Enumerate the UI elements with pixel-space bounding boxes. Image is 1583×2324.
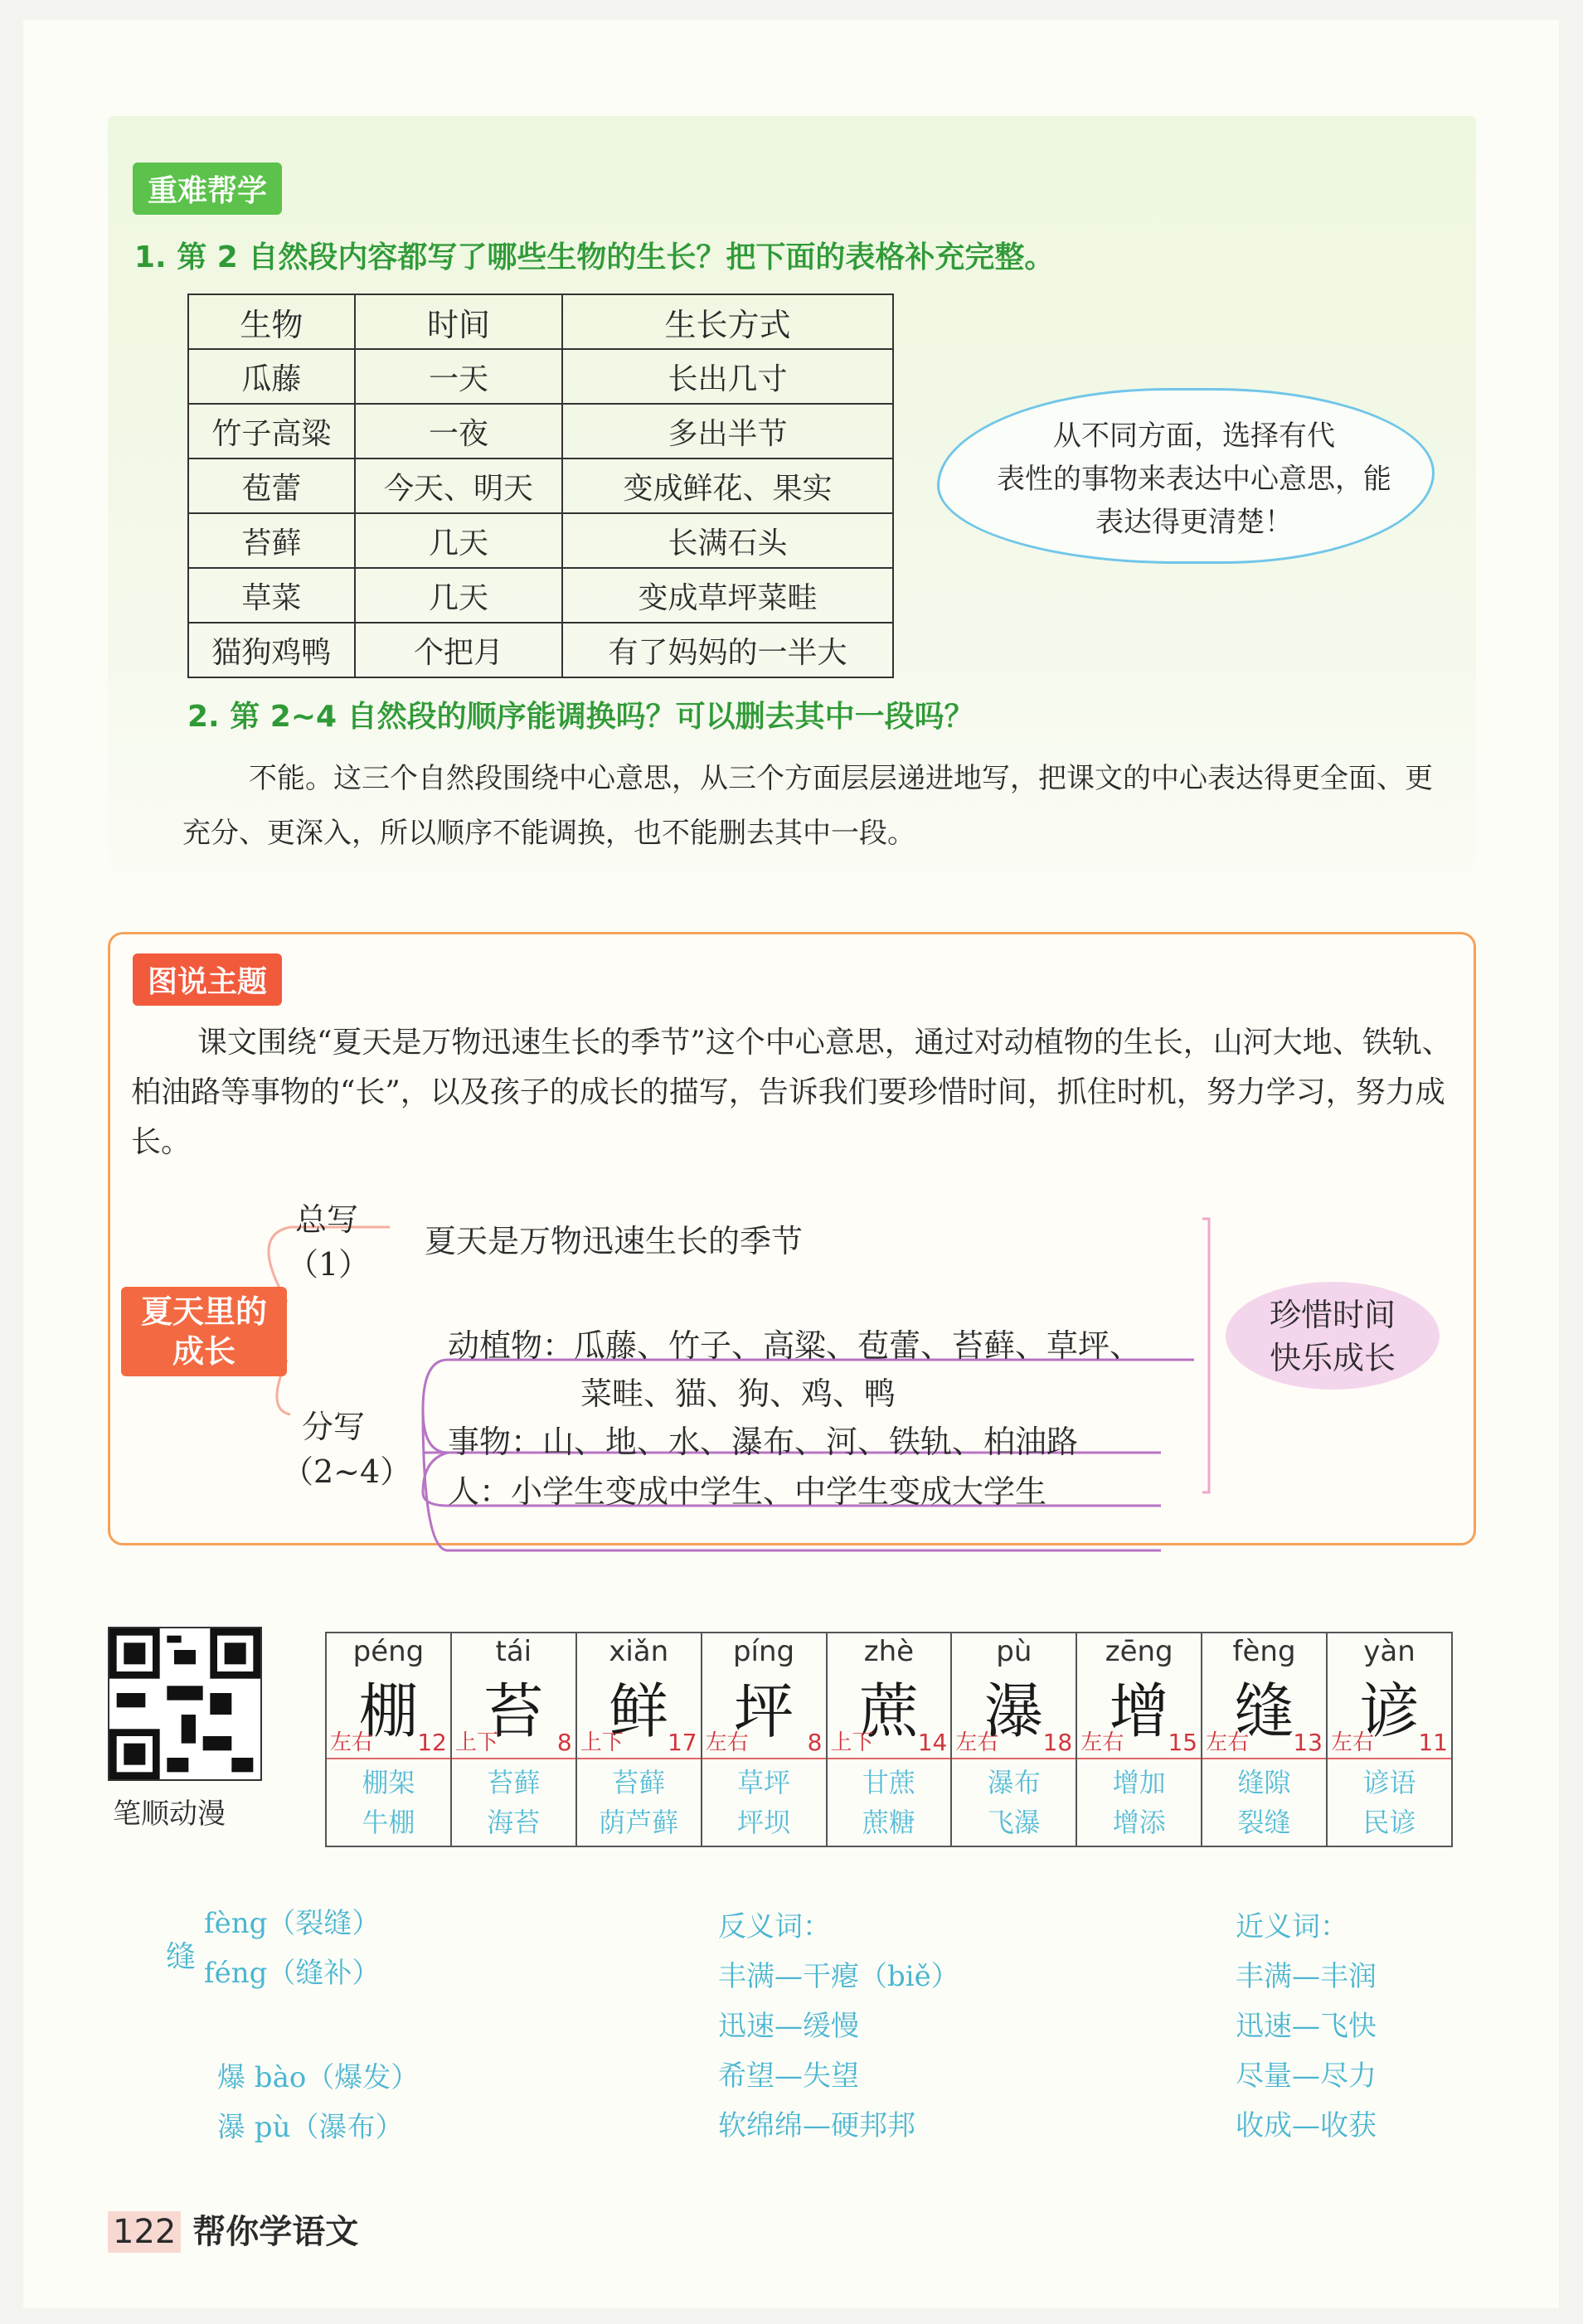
cell: 瓜藤 — [188, 349, 355, 404]
cell: 一夜 — [355, 404, 562, 458]
char-pinyin: fèng — [1232, 1635, 1296, 1668]
char-box — [1202, 1633, 1326, 1759]
char-glyph: 增 — [1109, 1676, 1169, 1746]
char-glyph: 坪 — [734, 1676, 794, 1746]
char-cell — [326, 1633, 451, 1846]
char-word: 牛棚 — [362, 1807, 415, 1838]
char-cell — [576, 1633, 702, 1846]
map-fen-label: 分写 — [302, 1409, 366, 1445]
char-structure: 上下 — [830, 1730, 874, 1755]
char-word: 荫芦藓 — [599, 1807, 679, 1838]
map-branch-plants-animals: 动植物：瓜藤、竹子、高粱、苞蕾、苔藓、草坪、 — [448, 1327, 1142, 1364]
char-glyph: 瀑 — [983, 1676, 1044, 1746]
char-words — [1077, 1759, 1201, 1846]
char-word: 谚语 — [1362, 1767, 1416, 1798]
char-words — [702, 1759, 826, 1846]
synonym-pair: 丰满—丰润 — [1236, 1960, 1377, 1993]
char-word: 草坪 — [737, 1767, 791, 1798]
char-stroke-count: 17 — [667, 1729, 697, 1756]
tip-line: 从不同方面，选择有代 — [1053, 420, 1335, 453]
book-title: 帮你学语文 — [192, 2213, 359, 2251]
char-box — [577, 1633, 701, 1759]
char-words — [1202, 1759, 1326, 1846]
char-stroke-count: 11 — [1418, 1729, 1448, 1756]
cell: 变成草坪菜畦 — [562, 568, 893, 623]
map-center-line: 成长 — [172, 1333, 236, 1370]
cell: 几天 — [355, 568, 562, 623]
char-row — [326, 1633, 1452, 1846]
growth-table — [187, 294, 894, 678]
char-glyph: 鲜 — [609, 1676, 669, 1746]
char-stroke-count: 18 — [1042, 1729, 1073, 1756]
cell: 今天、明天 — [355, 458, 562, 513]
antonym-pair: 希望—失望 — [718, 2060, 859, 2093]
map-branch-people: 人：小学生变成中学生、中学生变成大学生 — [448, 1473, 1047, 1510]
cell: 猫狗鸡鸭 — [188, 623, 355, 677]
char-word: 飞瀑 — [987, 1807, 1041, 1838]
char-structure: 左右 — [1080, 1730, 1124, 1755]
char-word: 甘蔗 — [862, 1767, 915, 1798]
table-row — [188, 513, 893, 568]
char-box — [1077, 1633, 1201, 1759]
cell: 变成鲜花、果实 — [562, 458, 893, 513]
antonym-pair: 软绵绵—硬邦邦 — [718, 2109, 915, 2142]
char-box — [952, 1633, 1076, 1759]
char-pinyin: tái — [495, 1635, 532, 1668]
char-glyph: 苔 — [483, 1676, 544, 1746]
char-word: 增添 — [1112, 1807, 1166, 1838]
char-cell — [951, 1633, 1076, 1846]
section-tag-theme: 图说主题 — [133, 953, 282, 1006]
char-structure: 左右 — [330, 1730, 374, 1755]
answer-text: 不能。这三个自然段围绕中心意思，从三个方面层层递进地写，把课文的中心表达得更全面、更充分、更深入，所以顺序不能调换，也不能删去其中一段。 — [182, 762, 1433, 850]
cell: 几天 — [355, 513, 562, 568]
char-pinyin: yàn — [1363, 1635, 1415, 1668]
char-cell — [1076, 1633, 1202, 1846]
polyphone-head: 缝 — [166, 1940, 197, 1974]
table-row — [188, 623, 893, 677]
char-words — [828, 1759, 951, 1846]
char-box — [702, 1633, 826, 1759]
antonym-pair: 丰满—干瘪（biě） — [718, 1960, 959, 1993]
char-pinyin: xiǎn — [609, 1635, 669, 1668]
question-2: 2. 第 2~4 自然段的顺序能调换吗？可以删去其中一段吗？ — [187, 700, 974, 734]
map-branch-things: 事物：山、地、水、瀑布、河、铁轨、柏油路 — [448, 1424, 1079, 1460]
table-header-row — [188, 294, 893, 349]
char-pinyin: pù — [996, 1635, 1032, 1668]
char-stroke-count: 8 — [556, 1729, 572, 1756]
qr-code[interactable] — [108, 1627, 262, 1781]
char-glyph: 缝 — [1234, 1676, 1294, 1746]
map-zong-para: （1） — [287, 1246, 371, 1283]
cell: 草菜 — [188, 568, 355, 623]
char-word: 海苔 — [487, 1807, 541, 1838]
char-word: 苔藓 — [612, 1767, 666, 1798]
char-stroke-count: 15 — [1168, 1729, 1198, 1756]
char-pinyin: péng — [352, 1635, 425, 1668]
char-word: 坪坝 — [737, 1807, 791, 1838]
char-pinyin: zhè — [863, 1635, 915, 1668]
header-time: 时间 — [355, 294, 562, 349]
char-structure: 上下 — [580, 1730, 624, 1755]
map-conclusion-line: 珍惜时间 — [1269, 1297, 1396, 1333]
char-pinyin: píng — [732, 1635, 795, 1668]
cell: 苔藓 — [188, 513, 355, 568]
synonym-pair: 收成—收获 — [1236, 2109, 1377, 2142]
table-row — [188, 349, 893, 404]
qr-caption: 笔顺动漫 — [113, 1798, 226, 1831]
char-structure: 左右 — [1206, 1730, 1250, 1755]
char-box — [1328, 1633, 1451, 1759]
map-center-node — [121, 1287, 287, 1376]
char-word: 民谚 — [1362, 1807, 1416, 1838]
cell: 有了妈妈的一半大 — [562, 623, 893, 677]
char-cell — [451, 1633, 576, 1846]
cell: 一天 — [355, 349, 562, 404]
char-structure: 上下 — [454, 1730, 498, 1755]
cell: 长出几寸 — [562, 349, 893, 404]
similar-char-line: 爆 bào（爆发） — [217, 2061, 420, 2094]
char-glyph: 谚 — [1359, 1676, 1420, 1746]
char-word: 裂缝 — [1237, 1807, 1291, 1838]
header-growth-way: 生长方式 — [562, 294, 893, 349]
cell: 个把月 — [355, 623, 562, 677]
map-conclusion-node — [1226, 1282, 1440, 1390]
char-words — [952, 1759, 1076, 1846]
char-box — [828, 1633, 951, 1759]
char-stroke-count: 12 — [417, 1729, 447, 1756]
char-words — [452, 1759, 575, 1846]
map-center-line: 夏天里的 — [140, 1293, 267, 1330]
char-pinyin: zēng — [1105, 1635, 1173, 1668]
antonym-pair: 迅速—缓慢 — [718, 2010, 859, 2043]
theme-paragraph: 课文围绕“夏天是万物迅速生长的季节”这个中心意思，通过对动植物的生长，山河大地、铁轨、柏油路等事物的“长”，以及孩子的成长的描写，告诉我们要珍惜时间，抓住时机，努力学习，努力成长。 — [131, 1026, 1452, 1159]
char-structure: 左右 — [1331, 1730, 1375, 1755]
char-stroke-count: 8 — [807, 1729, 823, 1756]
synonym-pair: 迅速—飞快 — [1236, 2010, 1377, 2043]
char-words — [577, 1759, 701, 1846]
section-tag-key-points: 重难帮学 — [133, 163, 282, 215]
map-fen-para: （2~4） — [282, 1453, 412, 1490]
char-word: 缝隙 — [1237, 1767, 1291, 1798]
cell: 竹子高粱 — [188, 404, 355, 458]
table-row — [188, 458, 893, 513]
char-words — [1328, 1759, 1451, 1846]
char-glyph: 蔗 — [858, 1676, 919, 1746]
char-words — [327, 1759, 450, 1846]
char-stroke-count: 13 — [1293, 1729, 1323, 1756]
question-1: 1. 第 2 自然段内容都写了哪些生物的生长？把下面的表格补充完整。 — [134, 240, 1055, 274]
polyphone-line: fèng（裂缝） — [204, 1907, 381, 1940]
map-conclusion-line: 快乐成长 — [1269, 1340, 1396, 1376]
char-glyph: 棚 — [358, 1676, 419, 1746]
char-word: 蔗糖 — [862, 1807, 915, 1838]
char-word: 增加 — [1112, 1767, 1166, 1798]
char-word: 棚架 — [362, 1767, 415, 1798]
tip-line: 表性的事物来表达中心意思，能 — [997, 463, 1391, 496]
char-structure: 左右 — [705, 1730, 749, 1755]
char-box — [327, 1633, 450, 1759]
char-word: 苔藓 — [487, 1767, 541, 1798]
map-branch-plants-animals-cont: 菜畦、猫、狗、鸡、鸭 — [580, 1375, 896, 1412]
cell: 苞蕾 — [188, 458, 355, 513]
table-row — [188, 404, 893, 458]
new-characters-table — [325, 1632, 1453, 1847]
header-organism: 生物 — [188, 294, 355, 349]
page-number: 122 — [108, 2211, 181, 2253]
char-cell — [827, 1633, 952, 1846]
synonym-pair: 尽量—尽力 — [1236, 2060, 1377, 2093]
char-box — [452, 1633, 575, 1759]
antonyms-title: 反义词： — [718, 1910, 831, 1943]
char-cell — [702, 1633, 827, 1846]
similar-char-line: 瀑 pù（瀑布） — [217, 2111, 404, 2144]
char-stroke-count: 14 — [917, 1729, 948, 1756]
cell: 多出半节 — [562, 404, 893, 458]
qr-code-icon — [109, 1628, 260, 1779]
map-zong-label: 总写 — [295, 1201, 359, 1238]
char-cell — [1327, 1633, 1452, 1846]
char-cell — [1202, 1633, 1327, 1846]
char-structure: 左右 — [955, 1730, 999, 1755]
tip-line: 表达得更清楚！ — [1095, 506, 1293, 539]
char-word: 瀑布 — [987, 1767, 1041, 1798]
synonyms-title: 近义词： — [1236, 1910, 1348, 1943]
table-row — [188, 568, 893, 623]
map-zong-text: 夏天是万物迅速生长的季节 — [425, 1223, 804, 1259]
tip-text — [945, 415, 1443, 544]
cell: 长满石头 — [562, 513, 893, 568]
polyphone-line: féng（缝补） — [204, 1957, 381, 1990]
page-footer — [108, 2205, 358, 2253]
